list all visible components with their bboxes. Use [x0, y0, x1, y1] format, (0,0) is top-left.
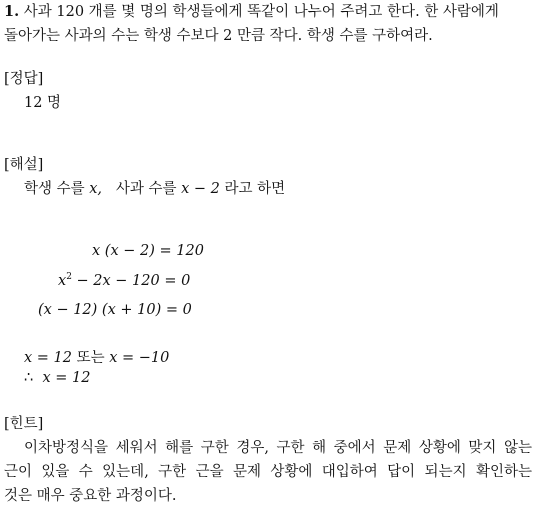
hint-line-2: 근이 있을 수 있는데, 구한 근을 문제 상황에 대입하여 답이 되는지 확인하는: [4, 464, 532, 480]
answer-label: [정답]: [4, 71, 44, 87]
problem-line-1: [4, 0, 532, 21]
solution-therefore: [24, 370, 90, 386]
therefore-symbol: ∴: [24, 370, 34, 386]
hint-label: [힌트]: [4, 416, 44, 432]
equation-2-rest: − 2x − 120 = 0: [71, 273, 191, 289]
problem-text-1: 사과 120 개를 몇 명의 학생들에게 똑같이 나누어 주려고 한다. 한 사람에게: [23, 4, 499, 20]
equation-3: (x − 12) (x + 10) = 0: [38, 302, 192, 318]
solution-result-or: 또는: [76, 350, 105, 366]
equation-2-base: x: [58, 273, 67, 289]
solution-intro-var-x-minus-2: x − 2: [181, 181, 220, 197]
hint-line-3: 것은 매우 중요한 과정이다.: [4, 488, 177, 504]
solution-result: [24, 346, 169, 367]
solution-result-root-1: x = 12: [24, 350, 72, 366]
solution-intro-text-b: 사과 수를: [115, 181, 177, 197]
problem-text-2: 돌아가는 사과의 수는 학생 수보다 2 만큼 작다. 학생 수를 구하여라.: [4, 28, 433, 44]
equation-1: x (x − 2) = 120: [92, 243, 204, 259]
solution-label: [해설]: [4, 157, 44, 173]
solution-intro: [24, 177, 285, 198]
solution-intro-var-x: x,: [89, 181, 103, 197]
equation-2: [58, 273, 190, 289]
problem-number: 1.: [4, 3, 20, 20]
therefore-value: x = 12: [42, 370, 91, 386]
answer-value: 12 명: [24, 95, 62, 111]
hint-line-1: 이차방정식을 세워서 해를 구한 경우, 구한 해 중에서 문제 상황에 맞지 않는: [24, 440, 532, 456]
solution-result-root-2: x = −10: [109, 350, 170, 366]
problem-line-2: [4, 24, 433, 45]
solution-intro-text-a: 학생 수를: [24, 181, 85, 197]
equation-2-exponent: 2: [66, 272, 72, 282]
solution-intro-text-c: 라고 하면: [224, 181, 286, 197]
